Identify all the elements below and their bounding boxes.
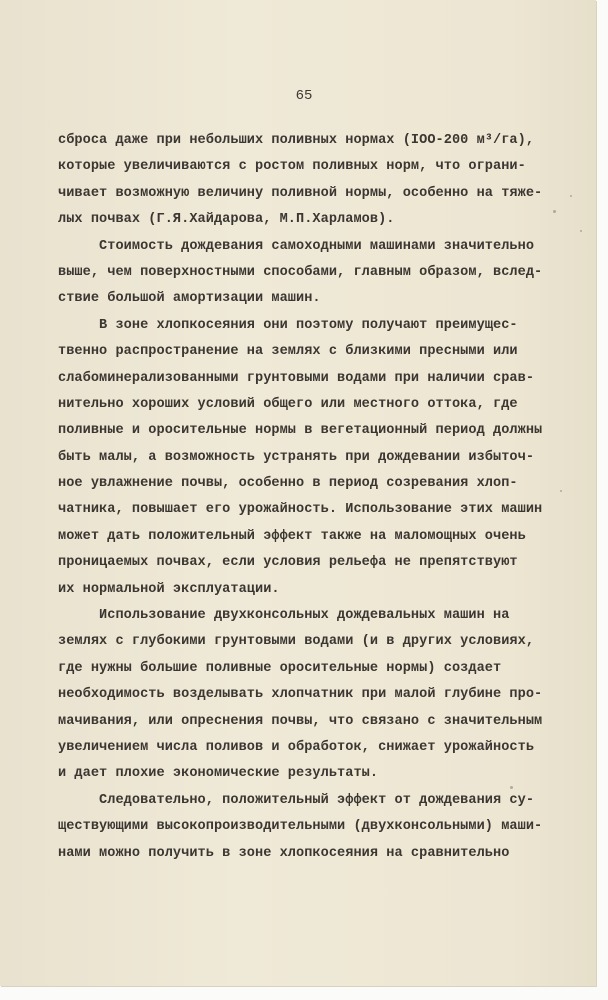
text-line: быть малы, а возможность устранять при дождевании избыточ- [58,449,535,465]
page-number: 65 [295,88,313,104]
text-line: Стоимость дождевания самоходными машинами значительно [58,238,535,254]
text-line: землях с глубокими грунтовыми водами (и в других условиях, [58,634,535,650]
text-line: поливные и оросительные нормы в вегетационный период должны [58,423,543,439]
text-line: может дать положительный эффект также на маломощных очень [58,528,526,544]
paper-speck [553,210,556,213]
text-line: которые увеличиваются с ростом поливных норм, что ограни- [58,159,526,175]
text-line: необходимость возделывать хлопчатник при малой глубине про- [58,687,543,703]
text-line: чатника, повышает его урожайность. Использование этих машин [58,502,543,518]
text-line: их нормальной эксплуатации. [58,581,280,597]
text-line: чивает возможную величину поливной нормы, особенно на тяже- [58,185,543,201]
text-line: увеличением числа поливов и обработок, снижает урожайность [58,739,535,755]
text-line: Использование двухконсольных дождевальных машин на [58,608,510,624]
paper-speck [510,786,513,789]
paper-speck [570,195,572,197]
text-line: слабоминерализованными грунтовыми водами при наличии срав- [58,370,535,386]
text-line: проницаемых почвах, если условия рельефа не препятствуют [58,555,518,571]
text-line: ществующими высокопроизводительными (двухконсольными) маши- [58,819,543,835]
text-line: выше, чем поверхностными способами, главным образом, вслед- [58,264,543,280]
text-line: сброса даже при небольших поливных нормах (IOO-200 м³/га), [58,133,535,148]
text-line: В зоне хлопкосеяния они поэтому получают преимущес- [58,317,518,333]
text-line: где нужны большие поливные оросительные нормы) создает [58,660,502,676]
paper-speck [560,490,562,492]
text-line: ное увлажнение почвы, особенно в период созревания хлоп- [58,476,518,492]
typewritten-body [58,128,598,867]
text-line: Следовательно, положительный эффект от дождевания су- [58,792,535,808]
text-line: мачивания, или опреснения почвы, что связано с значительным [58,713,543,729]
text-line: нами можно получить в зоне хлопкосеяния на сравнительно [58,845,510,861]
text-line: лых почвах (Г.Я.Хайдарова, М.П.Харламов). [58,212,395,228]
text-line: и дает плохие экономические результаты. [58,766,379,782]
text-line: нительно хороших условий общего или местного оттока, где [58,396,518,412]
text-line: твенно распространение на землях с близкими пресными или [58,344,518,360]
paper-speck [580,230,582,232]
text-line: ствие большой амортизации машин. [58,291,321,307]
